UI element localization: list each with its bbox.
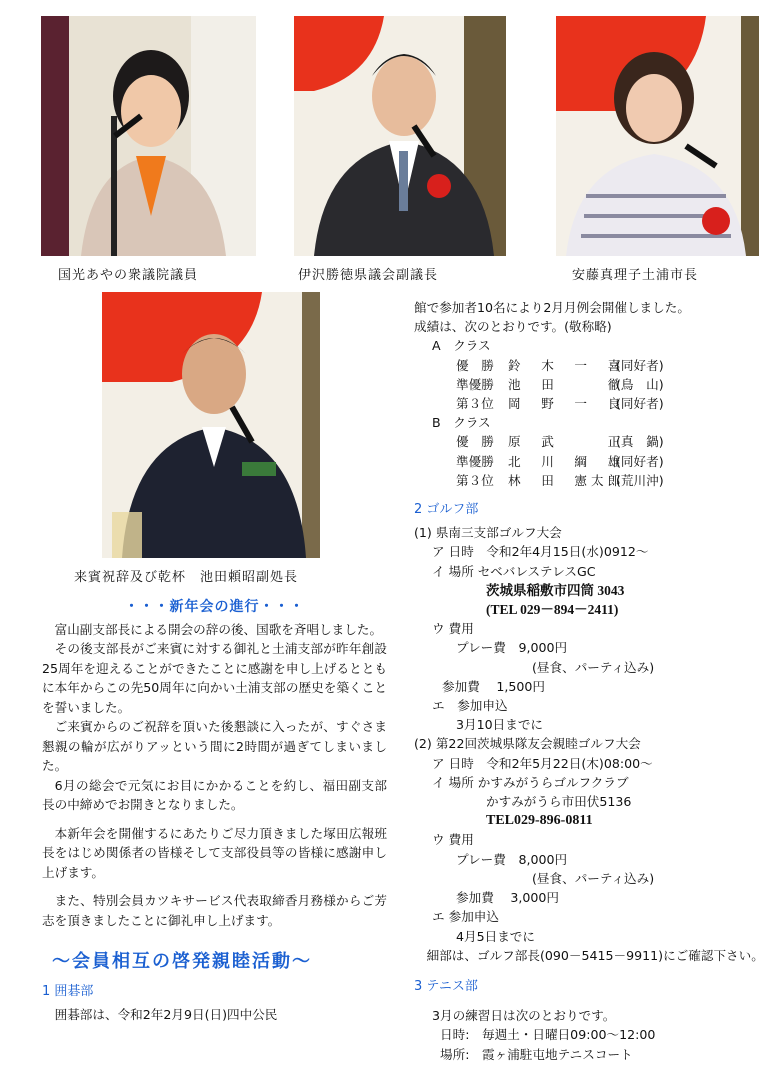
photo-ikeda	[102, 292, 320, 558]
go-result-line: 館で参加者10名により2月月例会開催しました。	[414, 300, 690, 315]
class-a-label: A クラス	[432, 338, 491, 354]
photo-caption-4: 来賓祝辞及び乾杯 池田頼昭副処長	[74, 570, 299, 585]
go-club-text: 囲碁部は、令和2年2月9日(日)四中公民	[54, 1007, 278, 1022]
golf2-address: かすみがうら市田伏5136	[486, 794, 632, 810]
golf2-fee-label: ウ 費用	[432, 832, 474, 848]
golf2-join-fee: 参加費 3,000円	[456, 890, 560, 906]
paragraph: ご来賓からのご祝辞を頂いた後懇談に入ったが、すぐさま懇親の輪が広がりアッという間に2時間が過ぎてしまいました。	[42, 719, 387, 773]
result-row: 優 勝 原 武 正 (真 鍋)	[456, 434, 664, 450]
golf1-play-fee: プレー費 9,000円	[456, 640, 568, 656]
go-result-line: 成績は、次のとおりです。(敬称略)	[414, 319, 612, 335]
activity-title: 〜会員相互の啓発親睦活動〜	[52, 951, 312, 972]
golf2-play-fee: プレー費 8,000円	[456, 851, 568, 867]
golf2-place: イ 場所 かすみがうらゴルフクラブ	[432, 774, 629, 790]
photo-caption-1: 国光あやの衆議院議員	[58, 268, 199, 283]
golf1-deadline: 3月10日までに	[456, 717, 544, 733]
paragraph: 本新年会を開催するにあたりご尽力頂きました塚田広報班長をはじめ関係者の皆様そして支部役員等の皆様に感謝申し上げます。	[42, 825, 387, 880]
left-column	[42, 598, 387, 1025]
result-row: 第３位 林 田 憲太郎 (荒川沖)	[456, 472, 664, 488]
right-column	[414, 298, 764, 1064]
golf2-deadline: 4月5日までに	[456, 928, 535, 944]
paragraph: また、特別会員カツキサービス代表取締香月務様からご芳志を頂きましたことに御礼申し上げます。	[42, 893, 387, 928]
result-row: 準優勝 北 川 綱 雄 (同好者)	[456, 453, 664, 469]
photo-izawa	[294, 16, 506, 256]
newyear-section-title: ・・・新年会の進行・・・	[124, 599, 305, 615]
paragraph: その後支部長がご来賓に対する御礼と土浦支部が昨年創設25周年を迎えることができたことに感謝を申し上げるとともに本年からこの先50周年に向かい土浦支部の歴史を築くことを誓いました。	[42, 641, 387, 715]
tennis-intro: 3月の練習日は次のとおりです。	[432, 1008, 616, 1024]
golf2-tel: TEL029-896-0811	[486, 813, 593, 829]
tennis-club-title: 3 テニス部	[414, 978, 478, 994]
tennis-time: 日時: 毎週土・日曜日09:00〜12:00	[440, 1027, 656, 1043]
golf1-title: (1) 県南三支部ゴルフ大会	[414, 525, 562, 541]
golf1-apply: エ 参加申込	[432, 698, 508, 714]
golf1-play-note: (昼食、パーティ込み)	[532, 659, 655, 675]
photo-caption-3: 安藤真理子土浦市長	[572, 268, 699, 283]
golf2-play-note: (昼食、パーティ込み)	[532, 870, 655, 886]
golf-club-title: 2 ゴルフ部	[414, 502, 479, 518]
result-row: 準優勝 池 田 徹 (鳥 山)	[456, 376, 664, 392]
golf2-date: ア 日時 令和2年5月22日(木)08:00〜	[432, 755, 653, 771]
result-row: 優 勝 鈴 木 一 喜 (同好者)	[456, 357, 664, 373]
golf1-fee-label: ウ 費用	[432, 621, 474, 637]
go-club-title: 1 囲碁部	[42, 983, 94, 999]
tennis-place: 場所: 霞ヶ浦駐屯地テニスコート	[440, 1046, 633, 1062]
golf2-apply: エ 参加申込	[432, 909, 499, 925]
paragraph: 6月の総会で元気にお目にかかることを約し、福田副支部長の中締めでお開きとなりました。	[42, 777, 387, 812]
golf1-address: 茨城県稲敷市四筒 3043	[486, 582, 625, 598]
class-b-label: B クラス	[432, 415, 491, 431]
golf-note: 細部は、ゴルフ部長(090－5415－9911)にご確認下さい。	[426, 947, 764, 963]
paragraph: 富山副支部長による開会の辞の後、国歌を斉唱しました。	[54, 621, 383, 637]
result-row: 第３位 岡 野 一 良 (同好者)	[456, 396, 664, 412]
golf1-date: ア 日時 令和2年4月15日(水)0912〜	[432, 544, 649, 560]
golf1-join-fee: 参加費 1,500円	[442, 678, 546, 694]
photo-kunimitsu	[41, 16, 256, 256]
photo-ando	[556, 16, 759, 256]
golf2-title: (2) 第22回茨城県隊友会親睦ゴルフ大会	[414, 736, 641, 752]
golf1-place: イ 場所 セベバレステレスGC	[432, 563, 596, 579]
photo-caption-2: 伊沢勝徳県議会副議長	[298, 268, 439, 283]
golf1-tel: (TEL 029－894－2411)	[486, 602, 619, 618]
